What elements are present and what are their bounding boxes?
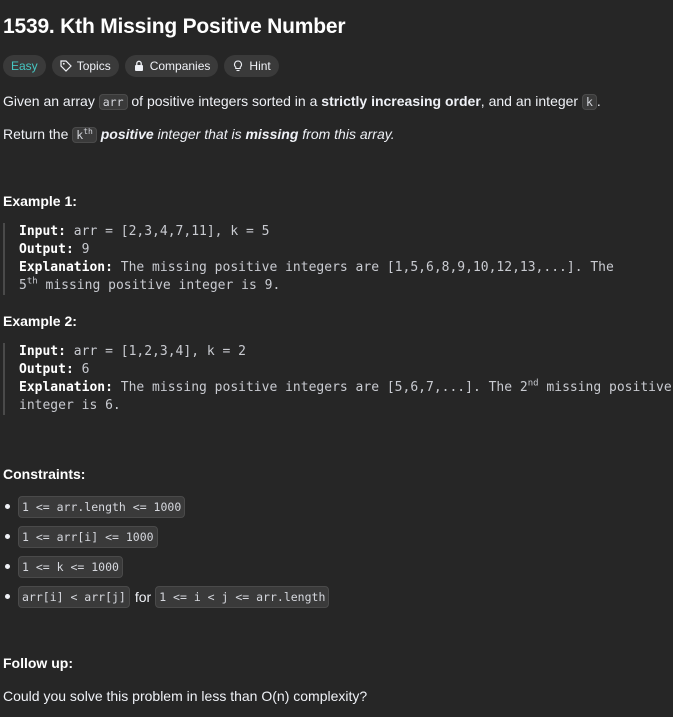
- companies-label: Companies: [149, 59, 211, 73]
- hint-button[interactable]: [224, 55, 278, 77]
- constraint-item: 1 <= arr.length <= 1000: [3, 492, 333, 522]
- followup-text: Could you solve this problem in less than O(n) complexity?: [3, 688, 368, 704]
- lock-icon: [133, 60, 145, 72]
- tag-bar: [3, 55, 279, 77]
- constraints-heading: Constraints:: [3, 466, 86, 482]
- description-paragraph-1: Given an array arr of positive integers sorted in a strictly increasing order, and an integer k .: [3, 93, 601, 109]
- inline-code-arr: arr: [99, 94, 128, 110]
- example-2-block: Input: arr = [1,2,3,4], k = 2 Output: 6 Explanation: The missing positive integers are [5,6,7,...]. The 2nd missing positive integer is 6.: [3, 343, 672, 415]
- constraint-item: arr[i] < arr[j] for 1 <= i < j <= arr.length: [3, 582, 333, 612]
- topics-button[interactable]: [52, 55, 119, 77]
- tag-icon: [60, 60, 72, 72]
- bold-strictly-increasing: strictly increasing order: [321, 93, 481, 109]
- followup-heading: Follow up:: [3, 655, 73, 671]
- bold-missing: missing: [245, 126, 299, 142]
- difficulty-label: Easy: [11, 59, 38, 73]
- companies-button[interactable]: [125, 55, 219, 77]
- example-1-heading: Example 1:: [3, 193, 77, 209]
- example-2-heading: Example 2:: [3, 313, 77, 329]
- constraint-item: 1 <= arr[i] <= 1000: [3, 522, 333, 552]
- bold-positive: positive: [100, 126, 154, 142]
- hint-label: Hint: [249, 59, 271, 73]
- example-1-block: Input: arr = [2,3,4,7,11], k = 5 Output: 9 Explanation: The missing positive integers are [1,5,6,8,9,10,12,13,...]. The 5th missing positive integer is 9.: [3, 223, 614, 295]
- topics-label: Topics: [76, 59, 111, 73]
- inline-code-kth: $k^{th}$: [72, 127, 97, 143]
- difficulty-badge: [3, 55, 46, 77]
- inline-code-k: k: [582, 94, 597, 110]
- constraint-item: 1 <= k <= 1000: [3, 552, 333, 582]
- description-paragraph-2: Return the $k^{th}$ positive integer that is missing from this array.: [3, 126, 395, 142]
- lightbulb-icon: [232, 60, 244, 72]
- problem-title: 1539. Kth Missing Positive Number: [3, 15, 346, 38]
- constraints-list: [3, 492, 333, 612]
